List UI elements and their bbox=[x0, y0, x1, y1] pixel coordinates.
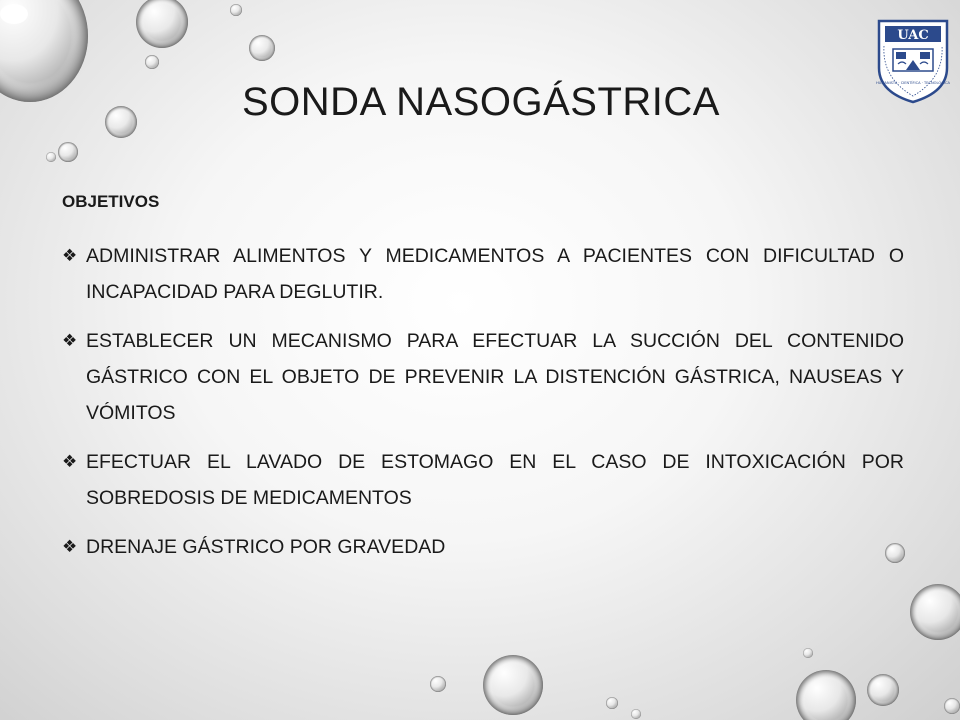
logo-motto: HUMANISTA · CIENTÍFICA · TECNOLÓGICA bbox=[876, 81, 950, 85]
uac-logo bbox=[876, 18, 950, 104]
drop bbox=[249, 35, 275, 61]
drop bbox=[606, 697, 618, 709]
bullet-text: ADMINISTRAR ALIMENTOS Y MEDICAMENTOS A PACIENTES CON DIFICULTAD O INCAPACIDAD PARA DEGLUTIR. bbox=[86, 245, 904, 303]
objectives-heading: OBJETIVOS bbox=[62, 192, 160, 211]
drop bbox=[145, 55, 159, 69]
list-item bbox=[62, 323, 904, 431]
drop bbox=[631, 709, 641, 719]
list-item bbox=[62, 444, 904, 516]
bullet-text: DRENAJE GÁSTRICO POR GRAVEDAD bbox=[86, 536, 446, 558]
drop bbox=[136, 0, 188, 48]
drop bbox=[796, 670, 856, 720]
drop bbox=[46, 152, 56, 162]
drop bbox=[910, 584, 960, 640]
drop bbox=[483, 655, 543, 715]
bullet-text: ESTABLECER UN MECANISMO PARA EFECTUAR LA SUCCIÓN DEL CONTENIDO GÁSTRICO CON EL OBJETO DE PREVENIR LA DISTENCIÓN GÁSTRICA, NAUSEAS Y VÓMITOS bbox=[86, 330, 904, 424]
diamond-bullet-icon: ❖ bbox=[62, 331, 78, 350]
drop bbox=[803, 648, 813, 658]
diamond-bullet-icon: ❖ bbox=[62, 246, 78, 265]
objectives-list bbox=[62, 238, 904, 578]
bullet-text: EFECTUAR EL LAVADO DE ESTOMAGO EN EL CASO DE INTOXICACIÓN POR SOBREDOSIS DE MEDICAMENTOS bbox=[86, 451, 904, 509]
list-item bbox=[62, 529, 904, 565]
logo-acronym: UAC bbox=[897, 28, 929, 43]
drop bbox=[58, 142, 78, 162]
drop bbox=[944, 698, 960, 714]
diamond-bullet-icon: ❖ bbox=[62, 452, 78, 471]
drop bbox=[867, 674, 899, 706]
list-item bbox=[62, 238, 904, 310]
drop bbox=[430, 676, 446, 692]
drop bbox=[0, 0, 88, 102]
drop bbox=[230, 4, 242, 16]
drop bbox=[105, 106, 137, 138]
slide-title: SONDA NASOGÁSTRICA bbox=[242, 80, 720, 124]
diamond-bullet-icon: ❖ bbox=[62, 537, 78, 556]
